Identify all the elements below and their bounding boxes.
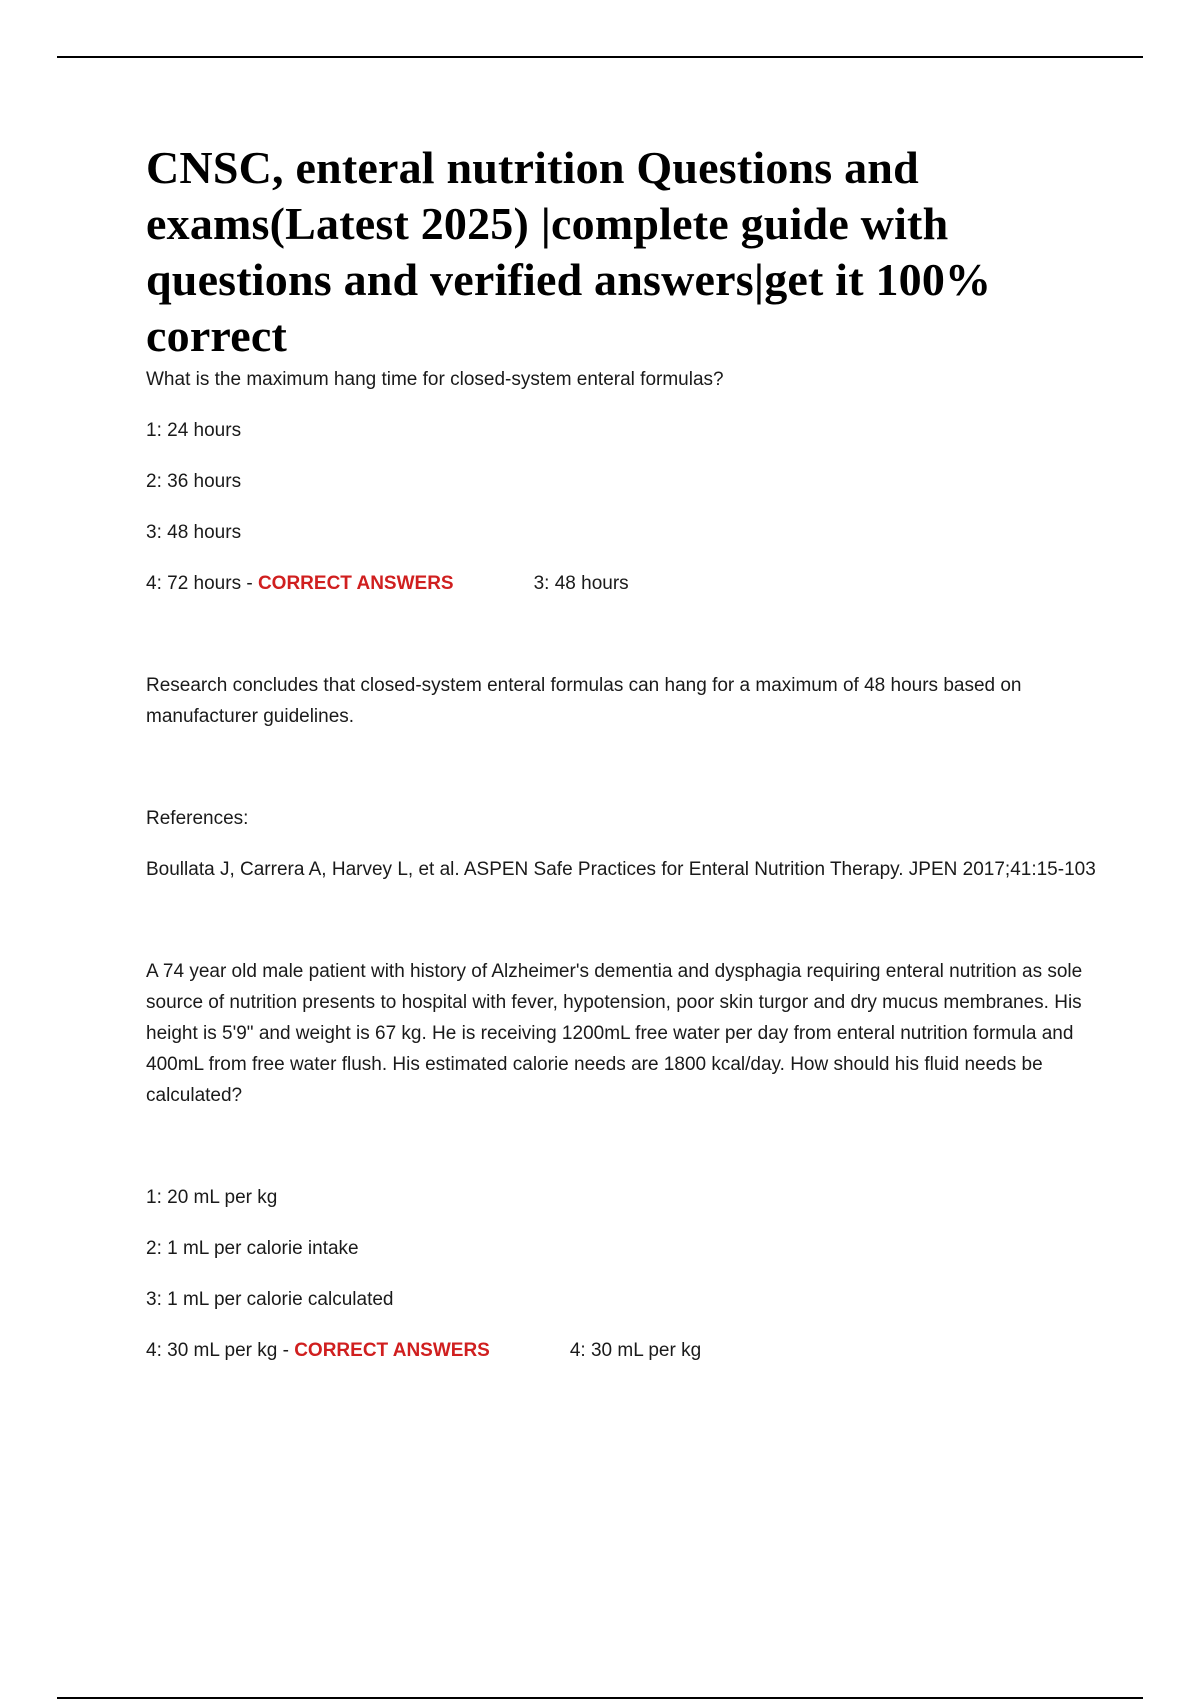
bottom-rule — [57, 1697, 1143, 1699]
question-2-correct-label: CORRECT ANSWERS — [294, 1340, 490, 1361]
question-2-option-4: 4: 30 mL per kg - — [146, 1340, 295, 1361]
question-2-option-2: 2: 1 mL per calorie intake — [146, 1238, 359, 1259]
question-1-option-2: 2: 36 hours — [146, 471, 242, 492]
question-1-explanation: Research concludes that closed-system enteral formulas can hang for a maximum of 48 hours based on manufacturer guidelines. — [146, 675, 1022, 727]
question-2-option-4-line — [146, 1335, 1096, 1366]
question-1-option-4: 4: 72 hours - — [146, 573, 258, 594]
question-1-answer: 3: 48 hours — [533, 573, 629, 594]
question-1-option-1: 1: 24 hours — [146, 420, 242, 441]
question-2-option-1: 1: 20 mL per kg — [146, 1187, 278, 1208]
question-1-option-3: 3: 48 hours — [146, 522, 242, 543]
question-2-options — [146, 1182, 1096, 1366]
top-rule — [57, 56, 1143, 58]
document-title: CNSC, enteral nutrition Questions and exams(Latest 2025) |complete guide with questions and verified answers|get it 100% correct — [146, 142, 992, 361]
question-1-correct-label: CORRECT ANSWERS — [257, 573, 454, 594]
references-label: References: — [146, 808, 249, 829]
question-1-prompt: What is the maximum hang time for closed-system enteral formulas? — [146, 369, 724, 390]
question-2-answer: 4: 30 mL per kg — [569, 1340, 702, 1361]
document-body — [146, 140, 1096, 1366]
question-2-prompt: A 74 year old male patient with history of Alzheimer's dementia and dysphagia requiring enteral nutrition as sole source of nutrition presents to hospital with fever, hypotension, poor skin turgor and dry mucus membranes. His height is 5'9" and weight is 67 kg. He is receiving 1200mL free water per day from enteral nutrition formula and 400mL from free water flush. His estimated calorie needs are 1800 kcal/day. How should his fluid needs be calculated? — [146, 961, 1083, 1106]
question-1-option-4-line — [146, 568, 1096, 599]
reference-entry: Boullata J, Carrera A, Harvey L, et al. ASPEN Safe Practices for Enteral Nutrition Therapy. JPEN 2017;41:15-103 — [146, 859, 1096, 880]
question-2-option-3: 3: 1 mL per calorie calculated — [146, 1289, 394, 1310]
